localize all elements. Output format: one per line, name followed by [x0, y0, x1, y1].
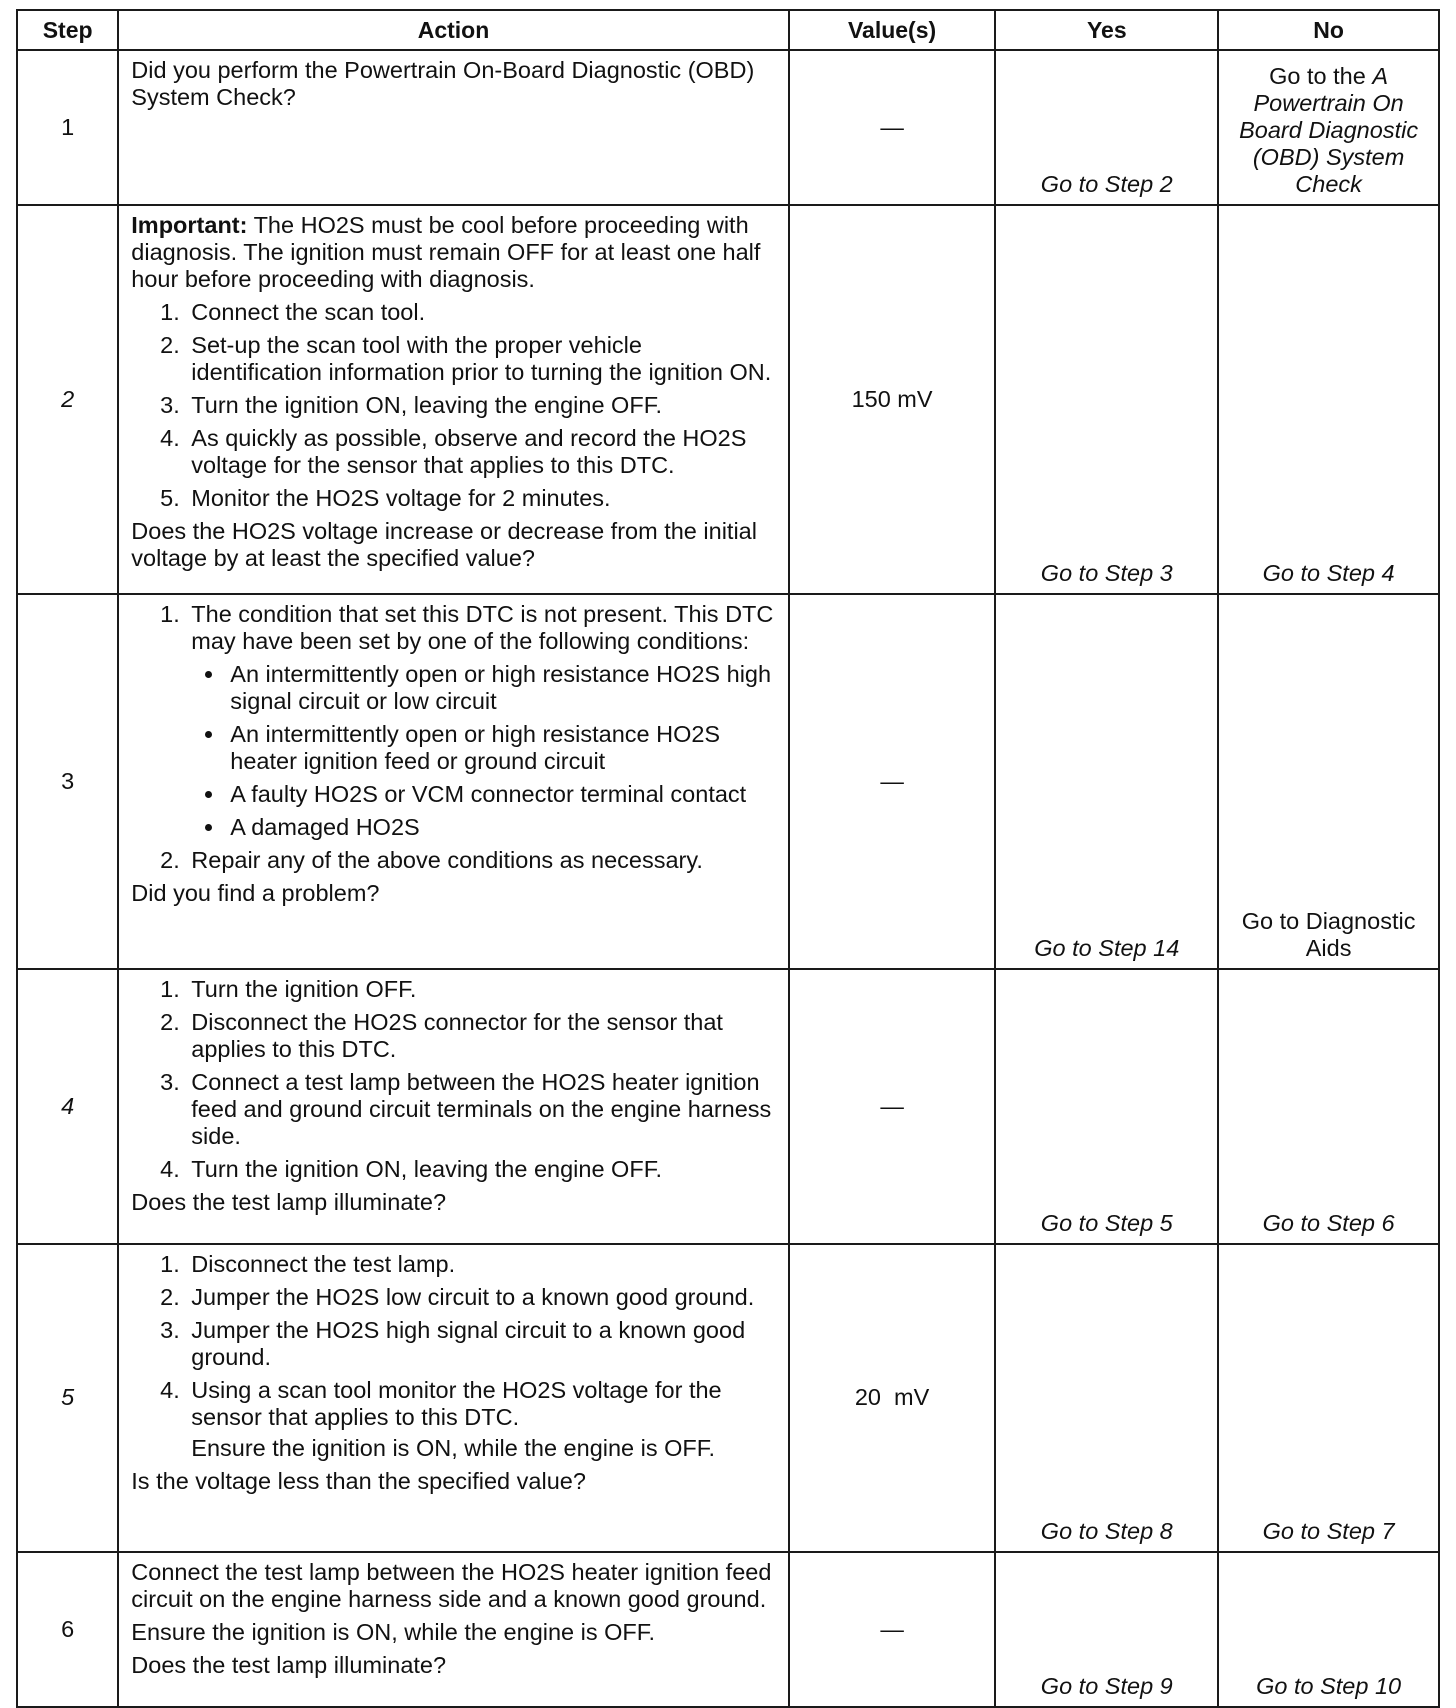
action-question: Does the test lamp illuminate?	[131, 1651, 447, 1678]
value-cell: —	[789, 969, 996, 1244]
list-item: 4. As quickly as possible, observe and record the HO2S voltage for the sensor that applies to this DTC.	[186, 425, 777, 479]
header-values: Value(s)	[789, 10, 996, 50]
item-text: Using a scan tool monitor the HO2S voltage for the sensor that applies to this DTC.	[191, 1376, 722, 1430]
yes-link[interactable]: Go to Step 9	[995, 1552, 1218, 1707]
step-number: 1	[17, 50, 118, 205]
action-cell	[118, 205, 788, 594]
value-cell: —	[789, 50, 996, 205]
step-number: 2	[17, 205, 118, 594]
action-question: Is the voltage less than the specified value?	[131, 1467, 586, 1494]
action-steps	[131, 601, 777, 874]
table-row-step-6	[17, 1552, 1439, 1707]
condition-list	[191, 661, 777, 841]
list-item: 3. Connect a test lamp between the HO2S heater ignition feed and ground circuit terminals on the engine harness side.	[186, 1069, 777, 1150]
list-item: 1. Disconnect the test lamp.	[186, 1251, 777, 1278]
yes-link[interactable]: Go to Step 8	[995, 1244, 1218, 1552]
diagnostic-table	[16, 9, 1440, 1708]
no-prefix: Go to the	[1269, 63, 1366, 90]
list-item: 2. Repair any of the above conditions as necessary.	[186, 847, 777, 874]
step-number: 5	[17, 1244, 118, 1552]
table-row-step-1	[17, 50, 1439, 205]
list-item: 2. Set-up the scan tool with the proper vehicle identification information prior to turning the ignition ON.	[186, 332, 777, 386]
action-question: Does the HO2S voltage increase or decrease from the initial voltage by at least the specified value?	[131, 518, 757, 572]
table-row-step-2	[17, 205, 1439, 594]
no-link[interactable]: A Powertrain On Board Diagnostic (OBD) System Check	[1239, 63, 1419, 198]
value-cell: —	[789, 1552, 996, 1707]
list-item: 1. Connect the scan tool.	[186, 299, 777, 326]
no-link[interactable]: Go to Step 10	[1218, 1552, 1439, 1707]
list-item: 1. Turn the ignition OFF.	[186, 976, 777, 1003]
important-label: Important:	[131, 212, 248, 239]
yes-link[interactable]: Go to Step 3	[995, 205, 1218, 594]
action-cell	[118, 50, 788, 205]
bullet-item: • An intermittently open or high resistance HO2S high signal circuit or low circuit	[226, 661, 777, 715]
header-action: Action	[118, 10, 788, 50]
no-link[interactable]: Go to Step 6	[1218, 969, 1439, 1244]
yes-link[interactable]: Go to Step 14	[995, 594, 1218, 969]
header-row	[17, 10, 1439, 50]
table-row-step-5	[17, 1244, 1439, 1552]
action-lead: Connect the test lamp between the HO2S heater ignition feed circuit on the engine harness side and a known good ground.	[131, 1558, 772, 1612]
list-item	[186, 1377, 777, 1462]
table-row-step-4	[17, 969, 1439, 1244]
yes-link[interactable]: Go to Step 2	[995, 50, 1218, 205]
action-question: Did you perform the Powertrain On-Board Diagnostic (OBD) System Check?	[131, 57, 755, 110]
no-link[interactable]: Go to Diagnostic Aids	[1218, 594, 1439, 969]
step-number: 4	[17, 969, 118, 1244]
condition-intro: The condition that set this DTC is not present. This DTC may have been set by one of the following conditions:	[191, 600, 774, 654]
action-steps	[131, 299, 777, 512]
action-steps	[131, 976, 777, 1183]
no-cell[interactable]	[1218, 50, 1439, 205]
header-no: No	[1218, 10, 1439, 50]
no-link[interactable]: Go to Step 7	[1218, 1244, 1439, 1552]
action-question: Does the test lamp illuminate?	[131, 1188, 447, 1215]
important-text: The HO2S must be cool before proceeding with diagnosis. The ignition must remain OFF for at least one half hour before proceeding with diagnosis.	[131, 212, 761, 293]
list-item: 3. Jumper the HO2S high signal circuit to a known good ground.	[186, 1317, 777, 1371]
step-number: 3	[17, 594, 118, 969]
action-cell	[118, 594, 788, 969]
value-cell: 20 mV	[789, 1244, 996, 1552]
value-cell: 150 mV	[789, 205, 996, 594]
ignition-note: Ensure the ignition is ON, while the engine is OFF.	[191, 1434, 716, 1461]
action-cell	[118, 1244, 788, 1552]
action-cell	[118, 1552, 788, 1707]
important-note	[131, 212, 777, 293]
list-item: 3. Turn the ignition ON, leaving the engine OFF.	[186, 392, 777, 419]
header-yes: Yes	[995, 10, 1218, 50]
list-item: 5. Monitor the HO2S voltage for 2 minutes.	[186, 485, 777, 512]
ignition-note: Ensure the ignition is ON, while the engine is OFF.	[131, 1618, 656, 1645]
bullet-item: • A faulty HO2S or VCM connector terminal contact	[226, 781, 777, 808]
list-item: 2. Jumper the HO2S low circuit to a known good ground.	[186, 1284, 777, 1311]
action-steps	[131, 1251, 777, 1462]
list-item: 4. Turn the ignition ON, leaving the engine OFF.	[186, 1156, 777, 1183]
bullet-item: • An intermittently open or high resistance HO2S heater ignition feed or ground circuit	[226, 721, 777, 775]
action-cell	[118, 969, 788, 1244]
yes-link[interactable]: Go to Step 5	[995, 969, 1218, 1244]
table-row-step-3	[17, 594, 1439, 969]
no-link[interactable]: Go to Step 4	[1218, 205, 1439, 594]
list-item	[186, 601, 777, 841]
header-step: Step	[17, 10, 118, 50]
step-number: 6	[17, 1552, 118, 1707]
bullet-item: • A damaged HO2S	[226, 814, 777, 841]
action-question: Did you find a problem?	[131, 879, 380, 906]
value-cell: —	[789, 594, 996, 969]
list-item: 2. Disconnect the HO2S connector for the sensor that applies to this DTC.	[186, 1009, 777, 1063]
